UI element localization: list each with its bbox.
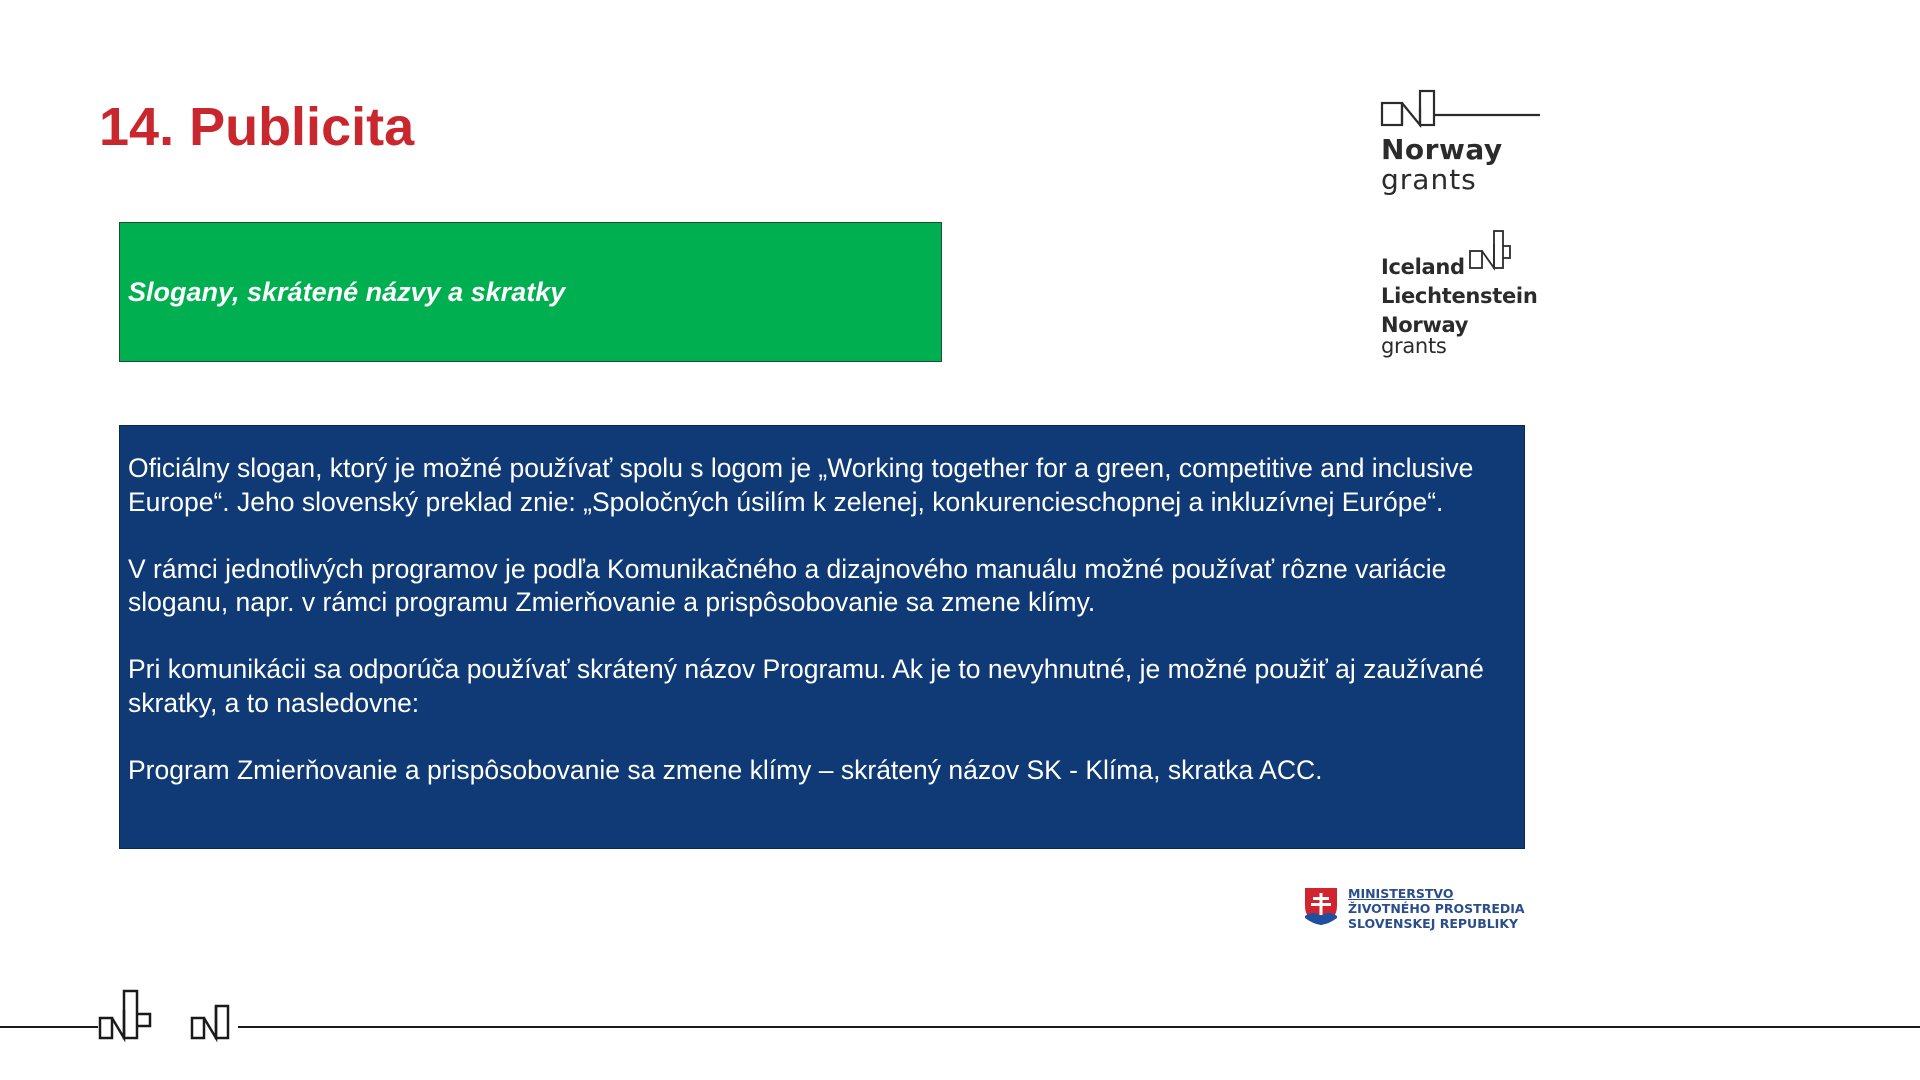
section-heading: Slogany, skrátené názvy a skratky xyxy=(128,276,566,307)
body-paragraph-1: Oficiálny slogan, ktorý je možné používať spolu s logom je „Working together for a green, competitive and inclusive Europe“. Jeho slovenský preklad znie: „Spoločných úsilím k zelenej, konkurencieschopnej a inkluzívnej Európe“. xyxy=(128,453,1474,517)
footer-building-icon xyxy=(98,988,238,1044)
body-paragraph-2: V rámci jednotlivých programov je podľa Komunikačného a dizajnového manuálu možné používať rôzne variácie sloganu, napr. v rámci programu Zmierňovanie a prispôsobovanie sa zmene klímy. xyxy=(128,553,1447,617)
eea-grants-logo xyxy=(1380,226,1540,358)
body-text-box xyxy=(119,425,1525,849)
eea-grants-line3-bold: Norway xyxy=(1381,313,1469,337)
eea-grants-line2: Liechtenstein xyxy=(1381,284,1538,308)
ministry-logo xyxy=(1303,884,1543,930)
eea-grants-line3-light: grants xyxy=(1381,334,1447,358)
norway-grants-building-icon xyxy=(1380,88,1542,134)
body-paragraph-4: Program Zmierňovanie a prispôsobovanie sa zmene klímy – skrátený názov SK - Klíma, skratka ACC. xyxy=(128,754,1323,785)
eea-grants-building-icon xyxy=(1468,226,1538,276)
ministry-name xyxy=(1348,886,1525,931)
slovak-coat-of-arms-icon xyxy=(1303,886,1339,926)
ministry-line2: ŽIVOTNÉHO PROSTREDIA xyxy=(1348,901,1525,916)
section-heading-box xyxy=(119,222,942,362)
body-paragraph-3: Pri komunikácii sa odporúča používať skrátený názov Programu. Ak je to nevyhnutné, je možné použiť aj zaužívané skratky, a to nasledovne: xyxy=(128,654,1484,718)
norway-grants-line2: grants xyxy=(1381,163,1477,196)
footer-divider xyxy=(0,1026,1920,1028)
norway-grants-line1: Norway xyxy=(1381,133,1503,166)
ministry-line1: MINISTERSTVO xyxy=(1348,886,1454,901)
ministry-line3: SLOVENSKEJ REPUBLIKY xyxy=(1348,916,1519,931)
eea-grants-line1: Iceland xyxy=(1381,255,1465,279)
norway-grants-logo xyxy=(1380,88,1542,200)
eea-grants-line3 xyxy=(1381,315,1540,357)
page-title: 14. Publicita xyxy=(99,97,415,157)
